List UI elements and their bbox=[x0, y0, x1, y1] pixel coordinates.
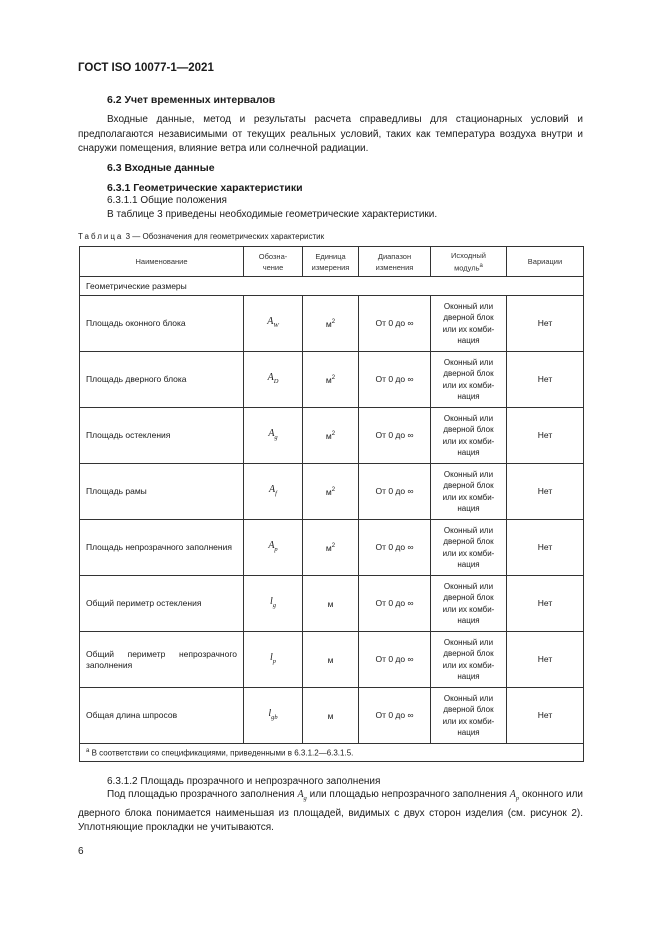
row-variation: Нет bbox=[507, 464, 584, 520]
row-variation: Нет bbox=[507, 688, 584, 744]
row-range: От 0 до ∞ bbox=[359, 520, 431, 576]
header-variation: Вариации bbox=[507, 247, 584, 277]
table-caption-label: Таблица bbox=[78, 232, 124, 241]
row-name: Площадь оконного блока bbox=[80, 296, 244, 352]
table-footnote-row bbox=[80, 744, 584, 762]
table-row bbox=[80, 296, 584, 352]
row-unit: $м^2$ bbox=[303, 520, 359, 576]
row-module: Оконный или дверной блок или их комби- нация bbox=[431, 688, 507, 744]
row-module: Оконный или дверной блок или их комби- нация bbox=[431, 408, 507, 464]
row-variation: Нет bbox=[507, 296, 584, 352]
row-unit: $м^2$ bbox=[303, 464, 359, 520]
table-row bbox=[80, 464, 584, 520]
table-caption-text: 3 — Обозначения для геометрических характеристик bbox=[125, 232, 325, 241]
table-row bbox=[80, 352, 584, 408]
row-name: Общий периметр непрозрачного заполнения bbox=[80, 632, 244, 688]
section-6-3-1-2-title: 6.3.1.2 Площадь прозрачного и непрозрачного заполнения bbox=[107, 776, 381, 787]
row-module: Оконный или дверной блок или их комби- нация bbox=[431, 576, 507, 632]
row-unit: м bbox=[303, 688, 359, 744]
row-unit: $м^2$ bbox=[303, 352, 359, 408]
row-symbol: $l_{gb}$ bbox=[244, 688, 303, 744]
row-unit: м bbox=[303, 576, 359, 632]
row-range: От 0 до ∞ bbox=[359, 576, 431, 632]
row-symbol: $A_D$ bbox=[244, 352, 303, 408]
geometry-table bbox=[79, 246, 584, 762]
row-range: От 0 до ∞ bbox=[359, 464, 431, 520]
row-unit: м bbox=[303, 632, 359, 688]
row-range: От 0 до ∞ bbox=[359, 352, 431, 408]
header-range: Диапазон изменения bbox=[359, 247, 431, 277]
table-row bbox=[80, 632, 584, 688]
row-module: Оконный или дверной блок или их комби- нация bbox=[431, 632, 507, 688]
row-name: Общая длина шпросов bbox=[80, 688, 244, 744]
section-6-3-1-2-text: Под площадью прозрачного заполнения $A_g$ или площадью непрозрачного заполнения $A_p$ оконного или дверного блока понимается наименьшая из площадей, видимых с двух сторон изделия (см. рисунок 2). Уплотняющие прокладки не учитываются. bbox=[78, 789, 583, 833]
table-row bbox=[80, 576, 584, 632]
row-name: Площадь рамы bbox=[80, 464, 244, 520]
group-label: Геометрические размеры bbox=[80, 277, 584, 296]
row-module: Оконный или дверной блок или их комби- нация bbox=[431, 464, 507, 520]
header-name: Наименование bbox=[80, 247, 244, 277]
row-symbol: $A_W$ bbox=[244, 296, 303, 352]
section-6-3-title: 6.3 Входные данные bbox=[107, 162, 215, 174]
row-symbol: $A_g$ bbox=[244, 408, 303, 464]
row-symbol: $l_g$ bbox=[244, 576, 303, 632]
header-unit: Единица измерения bbox=[303, 247, 359, 277]
row-variation: Нет bbox=[507, 352, 584, 408]
section-6-3-1-title: 6.3.1 Геометрические характеристики bbox=[107, 182, 303, 194]
row-name: Общий периметр остекления bbox=[80, 576, 244, 632]
row-symbol: $A_f$ bbox=[244, 464, 303, 520]
table-group-row bbox=[80, 277, 584, 296]
row-name: Площадь непрозрачного заполнения bbox=[80, 520, 244, 576]
row-unit: $м^2$ bbox=[303, 408, 359, 464]
row-module: Оконный или дверной блок или их комби- нация bbox=[431, 296, 507, 352]
row-variation: Нет bbox=[507, 632, 584, 688]
row-range: От 0 до ∞ bbox=[359, 296, 431, 352]
page-number: 6 bbox=[78, 846, 84, 857]
row-name: Площадь дверного блока bbox=[80, 352, 244, 408]
row-name: Площадь остекления bbox=[80, 408, 244, 464]
section-6-2-text: Входные данные, метод и результаты расчета справедливы для стационарных условий и предполагаются независимыми от текущих реальных условий, таких как температура воздуха внутри и снаружи помещения, влияние ветра или солнечной радиации. bbox=[78, 114, 583, 154]
header-symbol: Обозна- чение bbox=[244, 247, 303, 277]
section-6-3-1-1-title: 6.3.1.1 Общие положения bbox=[107, 195, 227, 206]
row-module: Оконный или дверной блок или их комби- нация bbox=[431, 520, 507, 576]
header-module: Исходный модуль$^a$ bbox=[431, 247, 507, 277]
row-symbol: $l_p$ bbox=[244, 632, 303, 688]
row-module: Оконный или дверной блок или их комби- нация bbox=[431, 352, 507, 408]
row-variation: Нет bbox=[507, 520, 584, 576]
row-range: От 0 до ∞ bbox=[359, 632, 431, 688]
table-row bbox=[80, 520, 584, 576]
row-variation: Нет bbox=[507, 408, 584, 464]
table-row bbox=[80, 408, 584, 464]
row-unit: $м^2$ bbox=[303, 296, 359, 352]
row-variation: Нет bbox=[507, 576, 584, 632]
row-range: От 0 до ∞ bbox=[359, 688, 431, 744]
row-range: От 0 до ∞ bbox=[359, 408, 431, 464]
table-intro-text: В таблице 3 приведены необходимые геометрические характеристики. bbox=[107, 209, 438, 220]
table-header-row bbox=[80, 247, 584, 277]
table-caption bbox=[78, 232, 324, 241]
section-6-2-title: 6.2 Учет временных интервалов bbox=[107, 94, 276, 106]
document-code: ГОСТ ISO 10077-1—2021 bbox=[78, 62, 214, 74]
row-symbol: $A_p$ bbox=[244, 520, 303, 576]
table-row bbox=[80, 688, 584, 744]
table-footnote: $^a$ В соответствии со спецификациями, приведенными в 6.3.1.2—6.3.1.5. bbox=[80, 744, 584, 762]
